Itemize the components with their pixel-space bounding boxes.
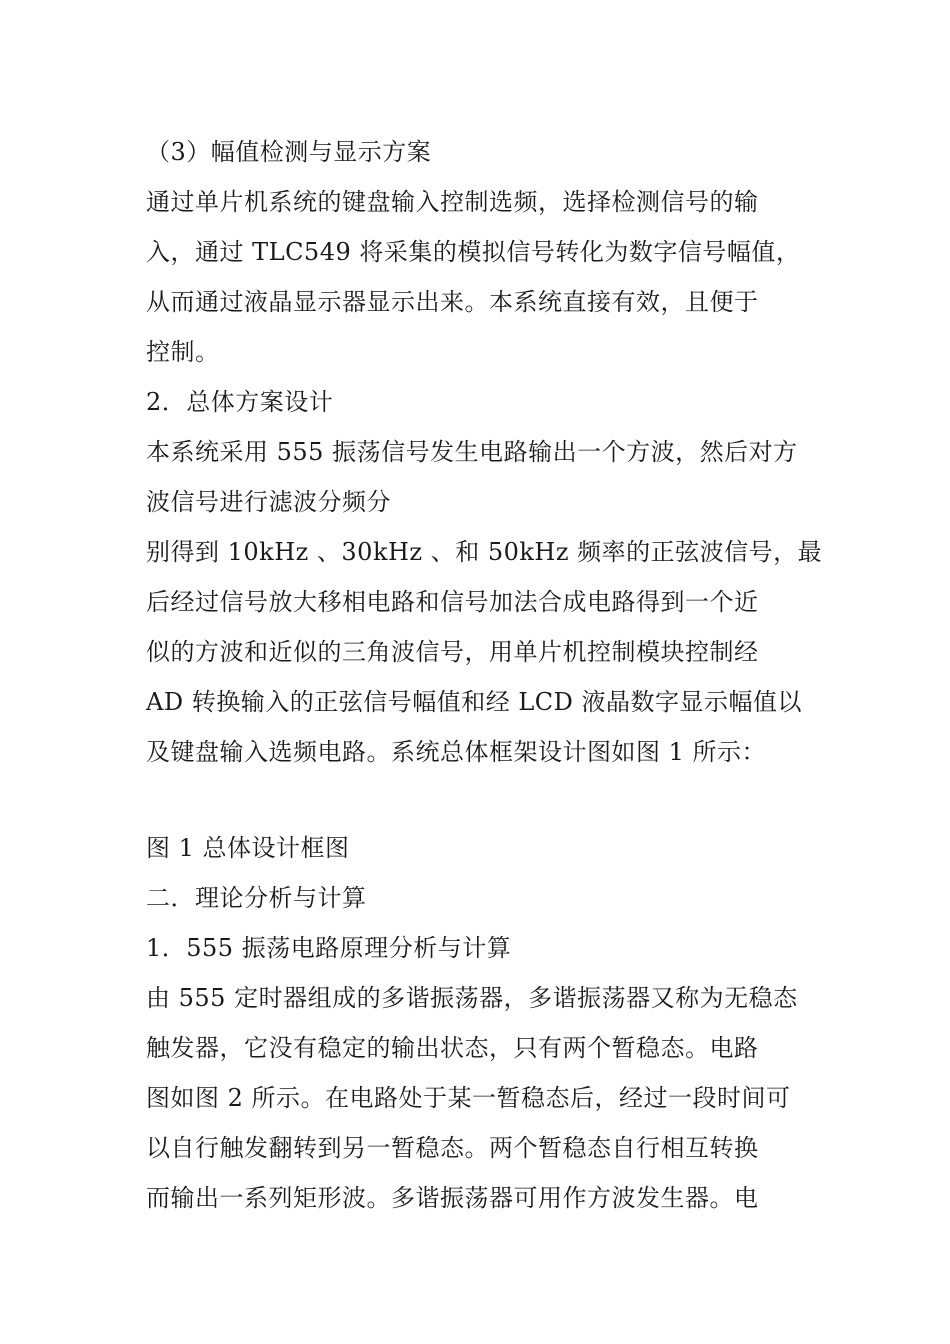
paragraph-line: 图如图 2 所示。在电路处于某一暂稳态后，经过一段时间可	[146, 1084, 791, 1112]
paragraph-line: 以自行触发翻转到另一暂稳态。两个暂稳态自行相互转换	[146, 1134, 759, 1162]
chapter-heading-theory: 二．理论分析与计算	[146, 884, 367, 912]
paragraph-line: 波信号进行滤波分频分	[146, 488, 391, 516]
paragraph-line: 入，通过 TLC549 将采集的模拟信号转化为数字信号幅值，	[146, 238, 801, 266]
paragraph-line: 别得到 10kHz 、30kHz 、和 50kHz 频率的正弦波信号，最	[146, 538, 823, 566]
paragraph-line: 而输出一系列矩形波。多谐振荡器可用作方波发生器。电	[146, 1184, 759, 1212]
paragraph-line: 由 555 定时器组成的多谐振荡器，多谐振荡器又称为无稳态	[146, 984, 798, 1012]
section-heading-overall-design: 2．总体方案设计	[146, 388, 334, 416]
paragraph-line: 后经过信号放大移相电路和信号加法合成电路得到一个近	[146, 588, 759, 616]
figure-caption: 图 1 总体设计框图	[146, 834, 350, 862]
section-heading-555-oscillator: 1．555 振荡电路原理分析与计算	[146, 934, 512, 962]
paragraph-line: AD 转换输入的正弦信号幅值和经 LCD 液晶数字显示幅值以	[146, 688, 803, 716]
section-heading-amplitude-detection: （3）幅值检测与显示方案	[146, 138, 432, 166]
paragraph-line: 从而通过液晶显示器显示出来。本系统直接有效，且便于	[146, 288, 759, 316]
paragraph-line: 似的方波和近似的三角波信号，用单片机控制模块控制经	[146, 638, 759, 666]
paragraph-line: 及键盘输入选频电路。系统总体框架设计图如图 1 所示：	[146, 738, 767, 766]
paragraph-line: 触发器，它没有稳定的输出状态，只有两个暂稳态。电路	[146, 1034, 759, 1062]
paragraph-line: 通过单片机系统的键盘输入控制选频，选择检测信号的输	[146, 188, 759, 216]
paragraph-line: 本系统采用 555 振荡信号发生电路输出一个方波，然后对方	[146, 438, 798, 466]
paragraph-line: 控制。	[146, 338, 220, 366]
